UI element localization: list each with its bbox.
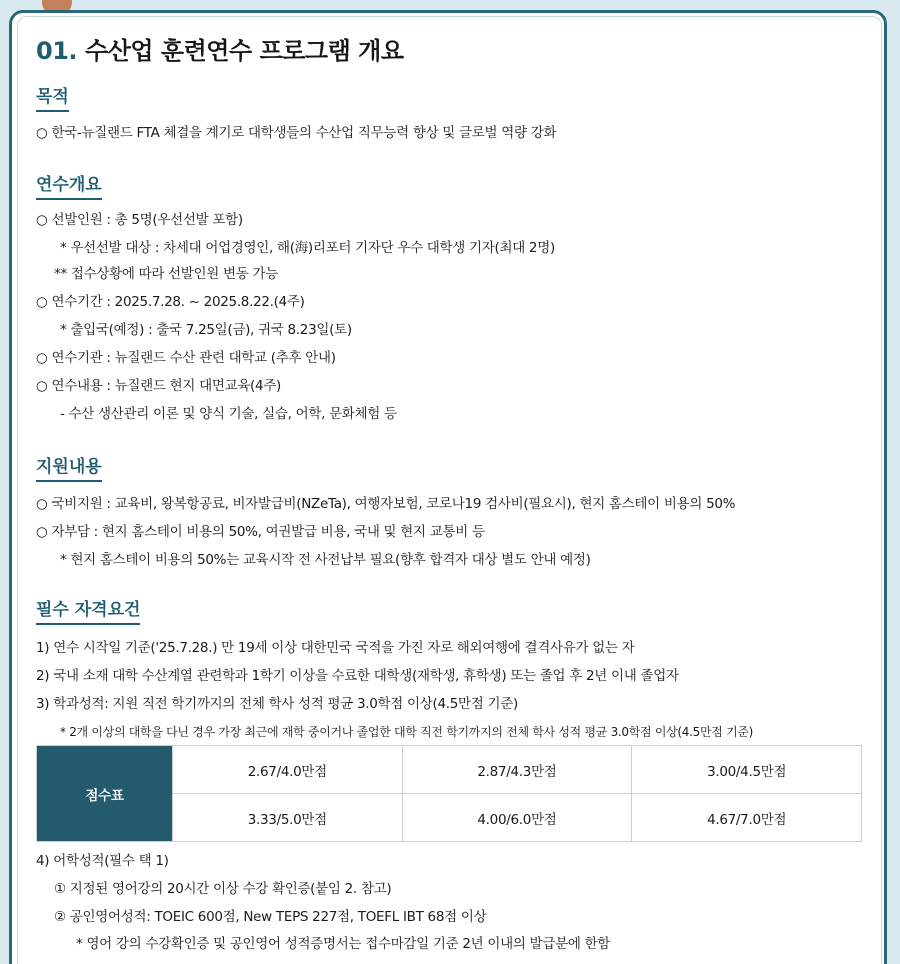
grade-cell: 4.00/6.0만점 [402, 794, 632, 842]
grade-cell: 3.33/5.0만점 [173, 794, 403, 842]
page-title [36, 34, 403, 68]
language-note: * 영어 강의 수강확인증 및 공인영어 성적증명서는 접수마감일 기준 2년 이내의 발급분에 한함 [76, 936, 611, 952]
language-line: ① 지정된 영어강의 20시간 이상 수강 확인증(붙임 2. 참고) [54, 881, 392, 897]
overview-line: * 우선선발 대상 : 차세대 어업경영인, 해(海)리포터 기자단 우수 대학생 기자(최대 2명) [60, 240, 555, 256]
page-title-text: 수산업 훈련연수 프로그램 개요 [85, 37, 404, 65]
overview-line: ○ 연수기관 : 뉴질랜드 수산 관련 대학교 (추후 안내) [36, 350, 336, 366]
overview-line: ** 접수상황에 따라 선발인원 변동 가능 [54, 266, 278, 282]
support-heading: 지원내용 [36, 456, 102, 482]
overview-line: - 수산 생산관리 이론 및 양식 기술, 실습, 어학, 문화체험 등 [60, 406, 397, 422]
grade-cell: 2.67/4.0만점 [173, 746, 403, 794]
language-line: 4) 어학성적(필수 택 1) [36, 853, 169, 869]
section-number: 01. [36, 37, 78, 65]
overview-line: ○ 선발인원 : 총 5명(우선선발 포함) [36, 212, 243, 228]
overview-line: ○ 연수기간 : 2025.7.28. ~ 2025.8.22.(4주) [36, 294, 305, 310]
requirement-line: 3) 학과성적: 지원 직전 학기까지의 전체 학사 성적 평균 3.0학점 이상(4.5만점 기준) [36, 696, 518, 712]
language-line: ② 공인영어성적: TOEIC 600점, New TEPS 227점, TOEFL IBT 68점 이상 [54, 909, 487, 925]
requirement-line: 2) 국내 소재 대학 수산계열 관련학과 1학기 이상을 수료한 대학생(재학생, 휴학생) 또는 졸업 후 2년 이내 졸업자 [36, 668, 679, 684]
overview-heading: 연수개요 [36, 174, 102, 200]
grade-cell: 2.87/4.3만점 [402, 746, 632, 794]
overview-line: ○ 연수내용 : 뉴질랜드 현지 대면교육(4주) [36, 378, 282, 394]
grade-table-header: 점수표 [37, 746, 173, 842]
requirements-heading: 필수 자격요건 [36, 599, 140, 625]
requirement-line: 1) 연수 시작일 기준('25.7.28.) 만 19세 이상 대한민국 국적을 가진 자로 해외여행에 결격사유가 없는 자 [36, 640, 635, 656]
overview-heading-wrap [36, 174, 102, 200]
grade-table [36, 745, 862, 842]
requirement-note: * 2개 이상의 대학을 다닌 경우 가장 최근에 재학 중이거나 졸업한 대학 직전 학기까지의 전체 학사 성적 평균 3.0학점 이상(4.5만점 기준) [60, 725, 754, 739]
requirements-heading-wrap [36, 599, 140, 625]
purpose-line: ○ 한국-뉴질랜드 FTA 체결을 계기로 대학생들의 수산업 직무능력 향상 및 글로벌 역량 강화 [36, 125, 557, 141]
purpose-heading: 목적 [36, 86, 69, 112]
overview-line: * 출입국(예정) : 출국 7.25일(금), 귀국 8.23일(토) [60, 322, 352, 338]
grade-cell: 3.00/4.5만점 [632, 746, 862, 794]
support-line: ○ 국비지원 : 교육비, 왕복항공료, 비자발급비(NZeTa), 여행자보험, 코로나19 검사비(필요시), 현지 홈스테이 비용의 50% [36, 496, 736, 512]
support-line: * 현지 홈스테이 비용의 50%는 교육시작 전 사전납부 필요(향후 합격자 대상 별도 안내 예정) [60, 552, 591, 568]
table-row [37, 746, 862, 794]
purpose-heading-wrap [36, 86, 69, 112]
support-heading-wrap [36, 456, 102, 482]
support-line: ○ 자부담 : 현지 홈스테이 비용의 50%, 여권발급 비용, 국내 및 현지 교통비 등 [36, 524, 485, 540]
grade-cell: 4.67/7.0만점 [632, 794, 862, 842]
